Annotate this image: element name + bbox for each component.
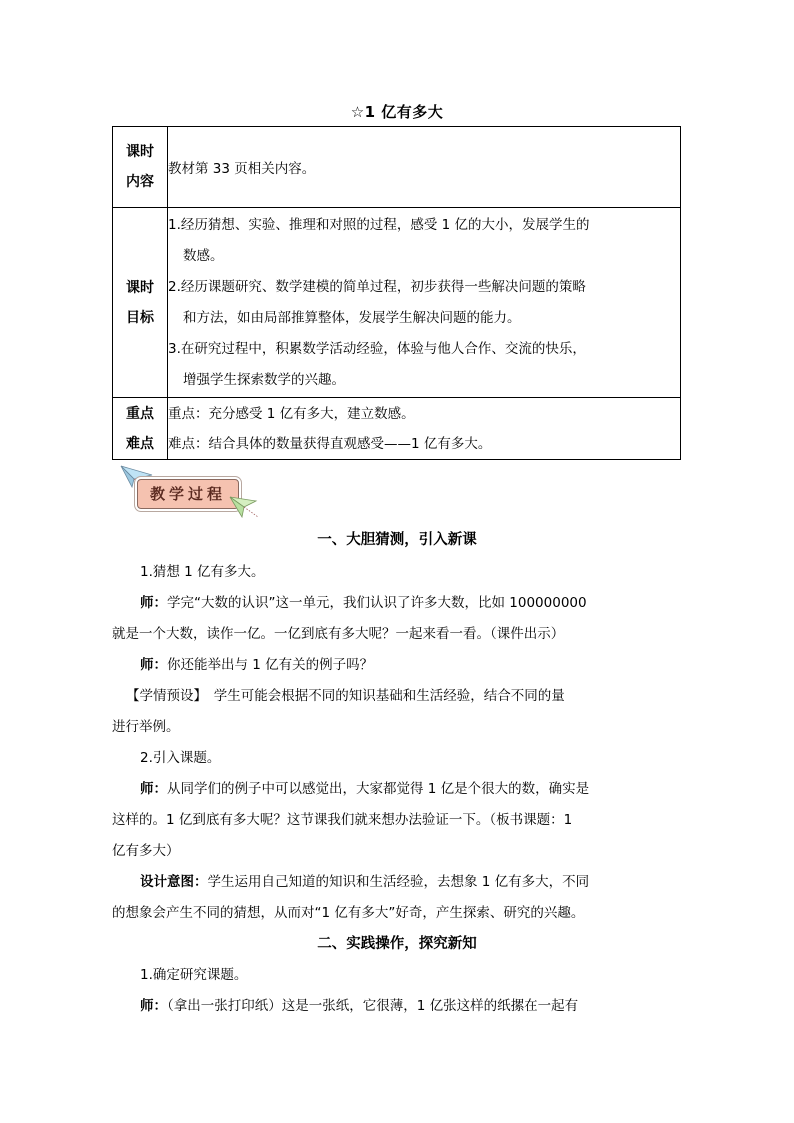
- goal-text: 经历课题研究、数学建模的简单过程，初步获得一些解决问题的策略: [180, 278, 586, 295]
- goal-item: [168, 210, 680, 272]
- goal-text: 经历猜想、实验、推理和对照的过程，感受 1 亿的大小，发展学生的: [180, 216, 590, 233]
- paragraph-text: 学生运用自己知道的知识和生活经验，去想象 1 亿有多大，不同: [207, 874, 590, 890]
- key-point: 重点：充分感受 1 亿有多大，建立数感。: [168, 405, 415, 422]
- paragraph-text-cont: 亿有多大）: [112, 843, 180, 859]
- speaker-label: 师：: [140, 657, 167, 673]
- teaching-process-badge: [118, 465, 258, 520]
- paragraph: [112, 588, 682, 650]
- goal-number: 2.: [168, 278, 181, 295]
- table-row-content: [113, 127, 681, 208]
- paragraph-text-cont: 的想象会产生不同的猜想，从而对“1 亿有多大”好奇，产生探索、研究的兴趣。: [112, 905, 585, 921]
- document-title: ☆1 亿有多大: [350, 103, 444, 121]
- goal-number: 1.: [168, 216, 181, 233]
- goal-item: [168, 272, 680, 334]
- label-line: 内容: [126, 174, 154, 190]
- paragraph-text: 学生可能会根据不同的知识基础和生活经验，结合不同的量: [200, 688, 565, 704]
- speaker-label: 师：: [140, 781, 167, 797]
- goal-text-cont: 增强学生探索数学的兴趣。: [183, 371, 345, 388]
- goal-text-cont: 数感。: [183, 247, 224, 264]
- paragraph: [112, 557, 682, 588]
- label-line: 重点: [126, 405, 154, 422]
- section-heading: 二、实践操作，探究新知: [317, 936, 477, 952]
- paragraph: [112, 991, 682, 1022]
- paragraph-text: 2.引入课题。: [140, 750, 221, 766]
- paragraph-text: 1.确定研究课题。: [140, 967, 248, 983]
- tag-label: 【学情预设】: [126, 688, 201, 704]
- badge-label: 教学过程: [137, 479, 239, 509]
- paragraph: [112, 743, 682, 774]
- goal-item: [168, 334, 680, 396]
- section-heading: 一、大胆猜测，引入新课: [317, 532, 477, 548]
- paragraph-text-cont: 这样的。1 亿到底有多大呢？这节课我们就来想办法验证一下。（板书课题：1: [112, 812, 573, 828]
- design-intent-label: 设计意图：: [140, 874, 208, 890]
- table-row-key-points: [113, 398, 681, 460]
- goal-number: 3.: [168, 340, 181, 357]
- speaker-label: 师：: [140, 595, 167, 611]
- paragraph: [112, 867, 682, 929]
- paragraph-text-cont: 就是一个大数，读作一亿。一亿到底有多大呢？一起来看一看。（课件出示）: [112, 626, 565, 642]
- paper-plane-icon: [228, 495, 262, 521]
- difficult-point: 难点：结合具体的数量获得直观感受——1 亿有多大。: [168, 435, 492, 452]
- goal-text: 在研究过程中，积累数学活动经验，体验与他人合作、交流的快乐，: [180, 340, 586, 357]
- paragraph: [112, 681, 682, 743]
- speaker-label: 师：: [140, 998, 167, 1014]
- label-line: 课时: [126, 279, 154, 296]
- paragraph: [112, 650, 682, 681]
- label-line: 难点: [126, 435, 154, 452]
- table-row-goals: [113, 208, 681, 398]
- paragraph: [112, 960, 682, 991]
- paragraph: [112, 774, 682, 867]
- label-line: 课时: [126, 144, 154, 160]
- row-label-goals: [113, 208, 168, 398]
- goal-text-cont: 和方法，如由局部推算整体，发展学生解决问题的能力。: [183, 309, 521, 326]
- paragraph-text: 从同学们的例子中可以感觉出，大家都觉得 1 亿是个很大的数，确实是: [167, 781, 590, 797]
- paragraph-text: 1.猜想 1 亿有多大。: [140, 564, 265, 580]
- paragraph-text: 你还能举出与 1 亿有关的例子吗？: [167, 657, 374, 673]
- label-line: 目标: [126, 309, 154, 326]
- lesson-goals-cell: [168, 208, 681, 398]
- paragraph-text: （拿出一张打印纸）这是一张纸，它很薄，1 亿张这样的纸摞在一起有: [167, 998, 579, 1014]
- row-label-content: [113, 127, 168, 208]
- paragraph-text-cont: 进行举例。: [112, 719, 180, 735]
- lesson-content-cell: 教材第 33 页相关内容。: [168, 127, 681, 208]
- lesson-info-table: [112, 126, 681, 460]
- paragraph-text: 学完“大数的认识”这一单元，我们认识了许多大数，比如 100000000: [167, 595, 587, 611]
- key-points-cell: [168, 398, 681, 460]
- row-label-key-points: [113, 398, 168, 460]
